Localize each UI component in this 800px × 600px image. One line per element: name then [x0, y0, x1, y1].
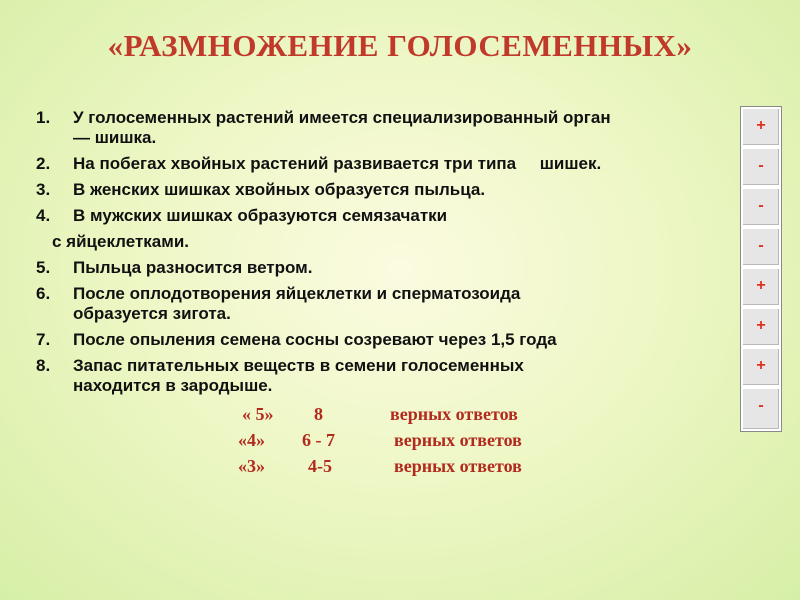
statement-text: Пыльца разносится ветром.: [73, 258, 313, 277]
statement-number: 3.: [36, 180, 51, 199]
grading-row: [0, 430, 800, 456]
grade-count: 6 - 7: [302, 430, 335, 450]
grade-text: верных ответов: [394, 456, 522, 476]
slide-title: «РАЗМНОЖЕНИЕ ГОЛОСЕМЕННЫХ»: [107, 28, 693, 63]
statement-1: [36, 108, 736, 148]
grading-row: [0, 404, 800, 430]
statement-2: [36, 154, 736, 174]
statement-number: 2.: [36, 154, 51, 173]
grade-text: верных ответов: [390, 404, 518, 424]
answer-cell: -: [741, 187, 781, 227]
statement-list: [36, 108, 736, 396]
statement-text: Запас питательных веществ в семени голосеменных: [73, 356, 524, 375]
statement-text: — шишка.: [73, 128, 157, 147]
statement-6: [36, 284, 736, 324]
answer-cell: -: [741, 227, 781, 267]
answer-cell: -: [741, 387, 781, 431]
statement-number: 8.: [36, 356, 51, 375]
grade-mark: «4»: [238, 430, 265, 450]
grade-text: верных ответов: [394, 430, 522, 450]
statement-4-continuation: с яйцеклетками.: [52, 232, 190, 251]
grade-count: 4-5: [308, 456, 332, 476]
statement-7: [36, 330, 736, 350]
answer-cell: +: [741, 107, 781, 147]
statement-text: После оплодотворения яйцеклетки и сперматозоида: [73, 284, 521, 303]
answer-cell: +: [741, 347, 781, 387]
statement-text: находится в зародыше.: [73, 376, 273, 395]
statement-text: У голосеменных растений имеется специализированный орган: [73, 108, 611, 127]
statement-text: образуется зигота.: [73, 304, 231, 323]
statement-number: 5.: [36, 258, 51, 277]
statement-number: 6.: [36, 284, 51, 303]
statement-text: В женских шишках хвойных образуется пыльца.: [73, 180, 486, 199]
grade-mark: « 5»: [242, 404, 274, 424]
statement-text: В мужских шишках образуются семязачатки: [73, 206, 448, 225]
statement-number: 1.: [36, 108, 51, 127]
statement-text: На побегах хвойных растений развивается три типа шишек.: [73, 154, 602, 173]
answer-cell: +: [741, 307, 781, 347]
grade-count: 8: [314, 404, 323, 424]
statement-5: [36, 258, 736, 278]
grade-mark: «3»: [238, 456, 265, 476]
statement-number: 7.: [36, 330, 51, 349]
statement-8: [36, 356, 736, 396]
grading-row: [0, 456, 800, 482]
statement-4: [36, 206, 736, 226]
statement-3: [36, 180, 736, 200]
grading-scale: [0, 404, 800, 482]
answer-key-column: [740, 106, 782, 432]
answer-cell: -: [741, 147, 781, 187]
answer-cell: +: [741, 267, 781, 307]
statement-text: После опыления семена сосны созревают через 1,5 года: [73, 330, 557, 349]
statement-number: 4.: [36, 206, 51, 225]
